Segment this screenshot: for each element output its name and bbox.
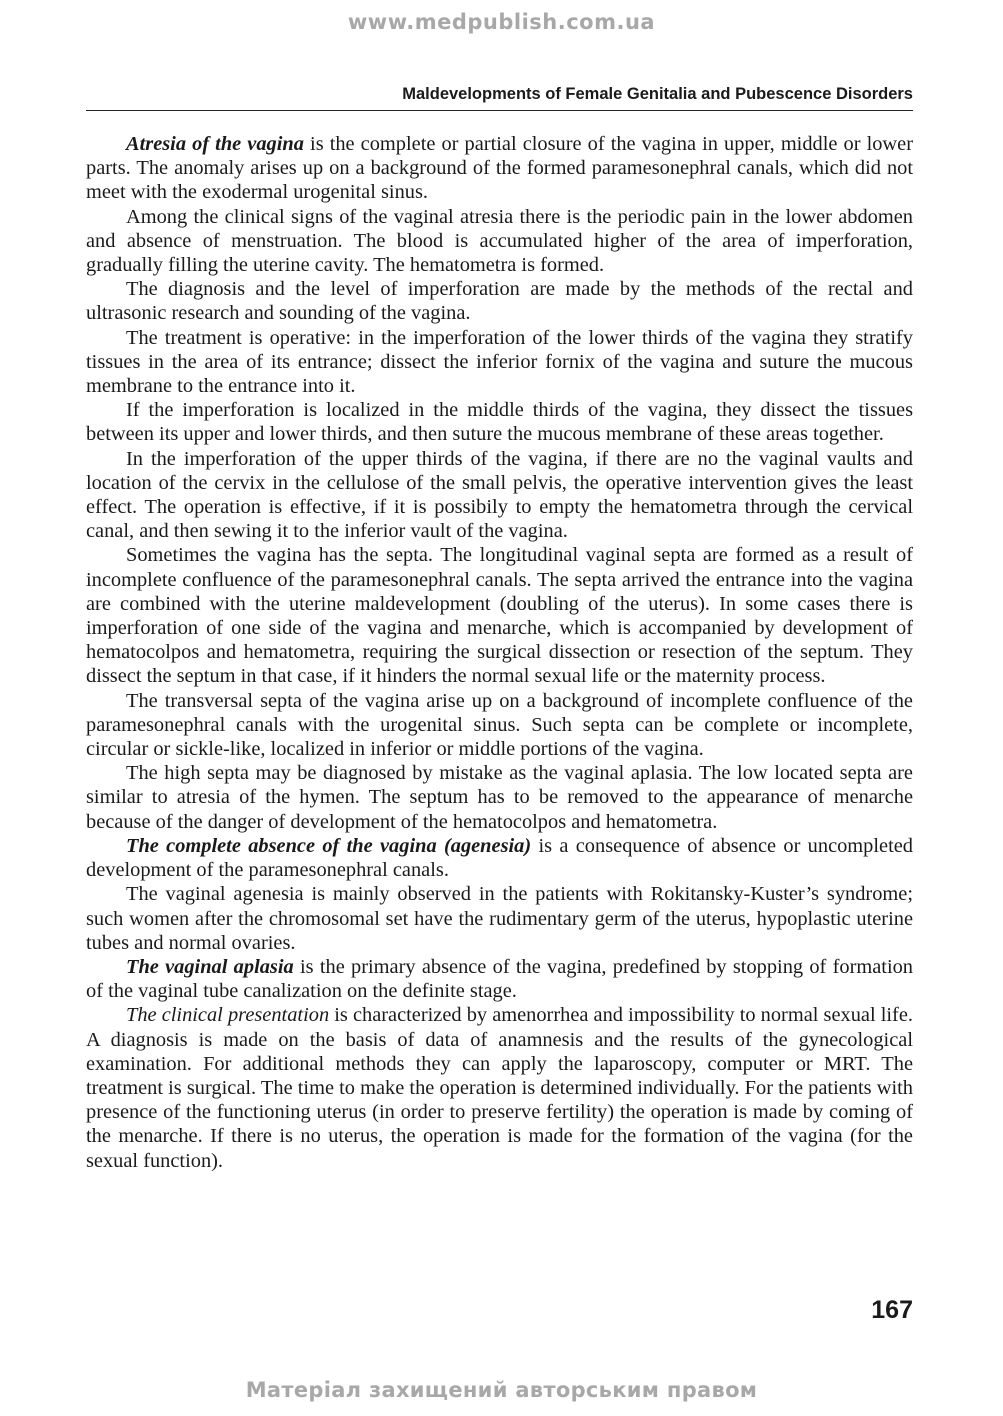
paragraph: [86, 761, 913, 834]
paragraph: [86, 834, 913, 882]
paragraph: [86, 205, 913, 278]
paragraph-text: Among the clinical signs of the vaginal atresia there is the periodic pain in the lower abdomen and absence of menstruation. The blood is accumulated higher of the area of imperforation, gradually filling the uterine cavity. The hematometra is formed.: [86, 205, 913, 277]
page-number: 167: [871, 1296, 913, 1324]
paragraph-text: is the complete or partial closure of the vagina in upper, middle or lower parts. The anomaly arises up on a background of the formed paramesonephral canals, which did not meet with the exodermal urogenital sinus.: [86, 133, 913, 204]
paragraph-text: Sometimes the vagina has the septa. The longitudinal vaginal septa are formed as a result of incomplete confluence of the paramesonephral canals. The septa arrived the entrance into the vagina are combined with the uterine maldevelopment (doubling of the uterus). In some cases there is imperforation of one side of the vagina and menarche, which is accompanied by development of hematocolpos and hematometra, requiring the surgical dissection or resection of the septum. They dissect the septum in that case, if it hinders the normal sexual life or the maternity process.: [86, 544, 913, 688]
watermark-bottom: Матеріал захищений авторським правом: [245, 1378, 758, 1402]
paragraph-text: is a consequence of absence or uncompleted development of the paramesonephral canals.: [86, 834, 913, 882]
running-head: Maldevelopments of Female Genitalia and Pubescence Disorders: [402, 85, 913, 103]
term-atresia: Atresia of the vagina: [126, 133, 304, 155]
paragraph: [86, 1003, 913, 1172]
paragraph-text: is characterized by amenorrhea and impossibility to normal sexual life. A diagnosis is made on the basis of data of anamnesis and the results of the gynecological examination. For additional methods they can apply the laparoscopy, computer or MRT. The treatment is surgical. The time to make the operation is determined individually. For the patients with presence of the functioning uterus (in order to preserve fertility) the operation is made by coming of the menarche. If there is no uterus, the operation is made for the formation of the vagina (for the sexual function).: [86, 1004, 913, 1172]
paragraph: [86, 689, 913, 762]
paragraph: [86, 277, 913, 325]
paragraph-text: The vaginal agenesia is mainly observed in the patients with Rokitansky-Kuster’s syndrome; such women after the chromosomal set have the rudimentary germ of the uterus, hypoplastic uterine tubes and normal ovaries.: [86, 883, 913, 954]
paragraph-text: If the imperforation is localized in the middle thirds of the vagina, they dissect the tissues between its upper and lower thirds, and then suture the mucous membrane of these areas together.: [86, 399, 913, 446]
paragraph: [86, 447, 913, 544]
term-agenesia: The complete absence of the vagina (agenesia): [126, 834, 532, 857]
term-aplasia: The vaginal aplasia: [126, 955, 294, 978]
paragraph-text: The treatment is operative: in the imperforation of the lower thirds of the vagina they stratify tissues in the area of its entrance; dissect the inferior fornix of the vagina and suture the mucous membrane to the entrance into it.: [86, 326, 913, 398]
paragraph: [86, 326, 913, 399]
paragraph: [86, 882, 913, 955]
paragraph: [86, 955, 913, 1003]
paragraph: [86, 543, 913, 688]
paragraph: [86, 398, 913, 446]
term-clinical-presentation: The clinical presentation: [126, 1004, 330, 1027]
paragraph-text: The diagnosis and the level of imperforation are made by the methods of the rectal and ultrasonic research and sounding of the vagina.: [86, 278, 913, 325]
body-text: [86, 132, 913, 1173]
header-divider: [86, 110, 913, 111]
paragraph-text: The transversal septa of the vagina arise up on a background of incomplete confluence of the paramesonephral canals with the urogenital sinus. Such septa can be complete or incomplete, circular or sickle-like, localized in inferior or middle portions of the vagina.: [86, 689, 913, 761]
paragraph: [86, 132, 913, 205]
watermark-top: www.medpublish.com.ua: [347, 10, 656, 34]
paragraph-text: is the primary absence of the vagina, predefined by stopping of formation of the vaginal tube canalization on the definite stage.: [86, 955, 913, 1003]
paragraph-text: In the imperforation of the upper thirds of the vagina, if there are no the vaginal vaults and location of the cervix in the cellulose of the small pelvis, the operative intervention gives the least effect. The operation is effective, if it is possibily to empty the hematometra through the cervical canal, and then sewing it to the inferior vault of the vagina.: [86, 447, 913, 543]
paragraph-text: The high septa may be diagnosed by mistake as the vaginal aplasia. The low located septa are similar to atresia of the hymen. The septum has to be removed to the appearance of menarche because of the danger of development of the hematocolpos and hematometra.: [86, 762, 913, 833]
